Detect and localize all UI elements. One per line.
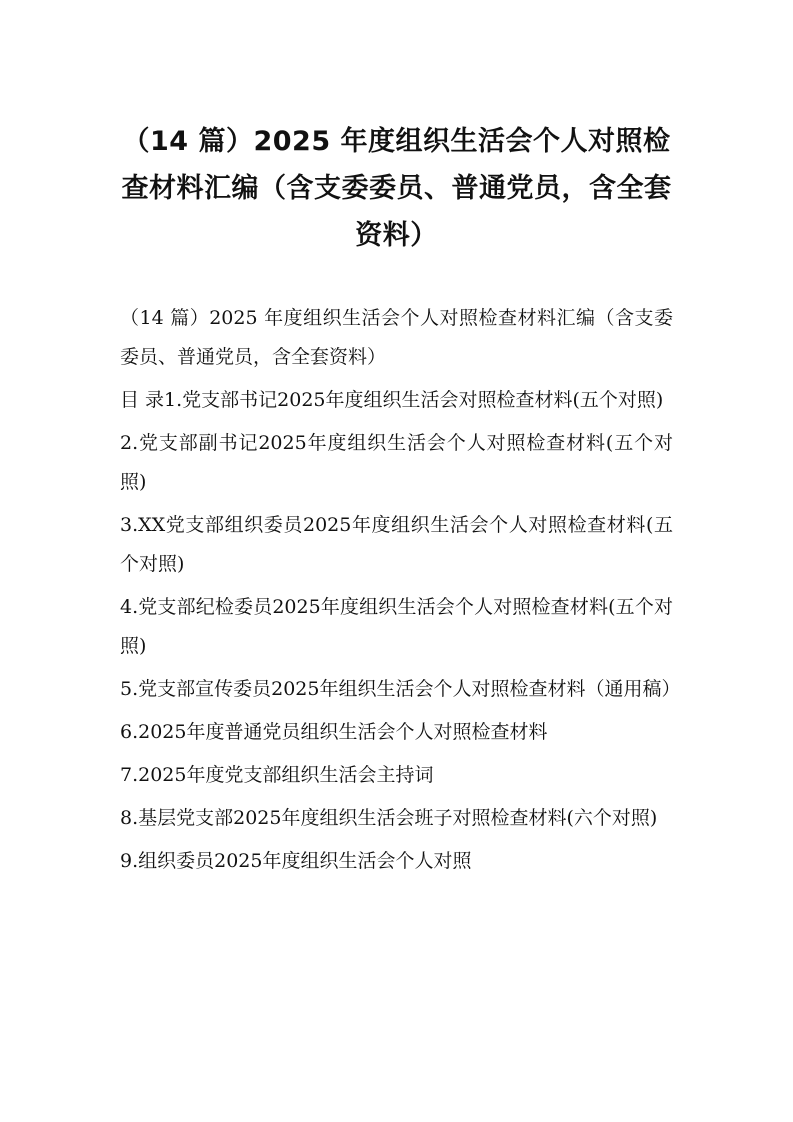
toc-item-3: 3.XX党支部组织委员2025年度组织生活会个人对照检查材料(五个对照) bbox=[120, 514, 673, 575]
toc-item-5: 5.党支部宣传委员2025年组织生活会个人对照检查材料（通用稿） bbox=[120, 678, 681, 700]
toc-item-4: 4.党支部纪检委员2025年度组织生活会个人对照检查材料(五个对照) bbox=[120, 596, 673, 657]
toc-item-7: 7.2025年度党支部组织生活会主持词 bbox=[120, 764, 434, 786]
toc-item-6: 6.2025年度普通党员组织生活会个人对照检查材料 bbox=[120, 721, 548, 743]
intro-paragraph: （14 篇）2025 年度组织生活会个人对照检查材料汇编（含支委委员、普通党员，含全套资料） bbox=[120, 307, 673, 368]
toc-item-1: 目 录1.党支部书记2025年度组织生活会对照检查材料(五个对照) bbox=[120, 389, 664, 411]
document-title: （14 篇）2025 年度组织生活会个人对照检查材料汇编（含支委委员、普通党员，含全套资料） bbox=[121, 126, 672, 251]
toc-item-8: 8.基层党支部2025年度组织生活会班子对照检查材料(六个对照) bbox=[120, 807, 658, 829]
toc-item-9: 9.组织委员2025年度组织生活会个人对照 bbox=[120, 850, 472, 872]
toc-item-2: 2.党支部副书记2025年度组织生活会个人对照检查材料(五个对照) bbox=[120, 432, 673, 493]
